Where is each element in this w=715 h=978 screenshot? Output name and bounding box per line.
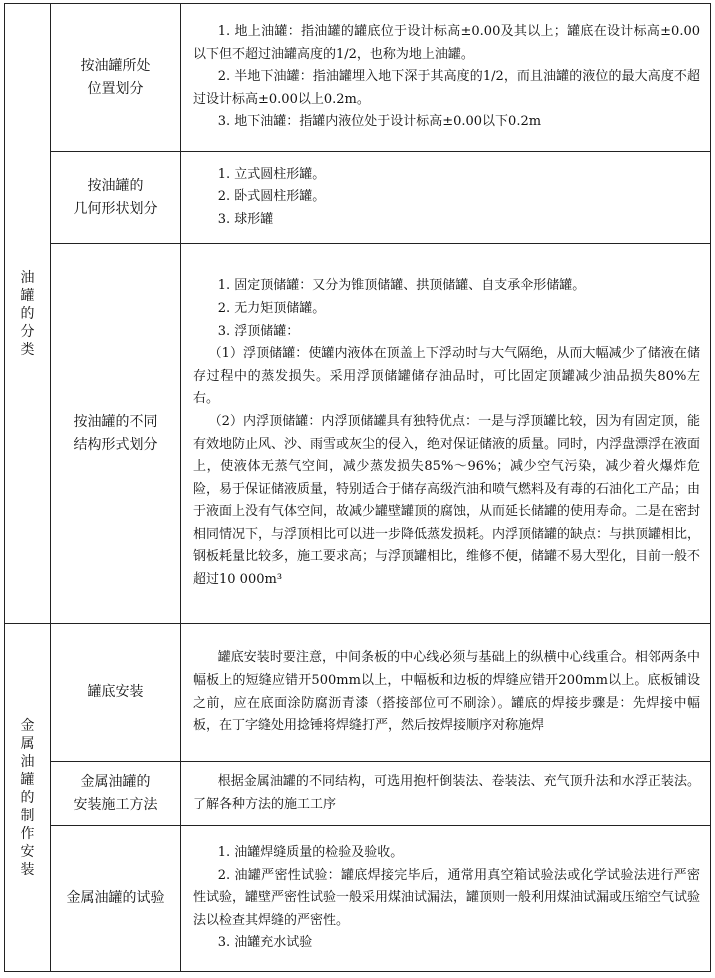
content-cell bbox=[181, 244, 711, 624]
subcategory-label: 金属油罐的 bbox=[80, 773, 151, 790]
content-cell bbox=[181, 826, 711, 972]
content-cell bbox=[181, 4, 711, 152]
subcategory-cell bbox=[51, 624, 181, 762]
content-line: 根据金属油罐的不同结构，可选用抱杆倒装法、卷装法、充气顶升法和水浮正装法。了解各种方法的施工工序 bbox=[193, 773, 700, 812]
content-line: 3. 油罐充水试验 bbox=[217, 935, 313, 951]
subcategory-label: 金属油罐的试验 bbox=[66, 890, 165, 906]
table-row bbox=[5, 624, 711, 762]
category-cell-fabrication bbox=[5, 624, 51, 972]
subcategory-cell bbox=[51, 244, 181, 624]
content-line: 2. 油罐严密性试验：罐底焊接完毕后，通常用真空箱试验法或化学试验法进行严密性试验，罐壁严密性试验一般采用煤油试漏法，罐顶则一般利用煤油试漏或压缩空气试验法以检查其焊缝的严密性。 bbox=[193, 867, 701, 928]
table-row bbox=[5, 762, 711, 826]
content-line: 1. 地上油罐：指油罐的罐底位于设计标高±0.00及其以上；罐底在设计标高±0.00以下但不超过油罐高度的1/2，也称为地上油罐。 bbox=[193, 24, 700, 62]
content-line: 1. 固定顶储罐：又分为锥顶储罐、拱顶储罐、自支承伞形储罐。 bbox=[217, 278, 586, 294]
subcategory-label: 结构形式划分 bbox=[73, 436, 158, 453]
content-cell bbox=[181, 762, 711, 826]
content-line: （2）内浮顶储罐：内浮顶储罐具有独特优点：一是与浮顶罐比较，因为有固定顶，能有效地防止风、沙、雨雪或灰尘的侵入，绝对保证储液的质量。同时，内浮盘漂浮在液面上，使液体无蒸气空间，减少蒸发损失85%～96%；减少空气污染，减少着火爆炸危险，易于保证储液质量，特别适合于储存高级汽油和喷气燃料及有毒的石油化工产品；由于液面上没有气体空间，故减少罐壁罐顶的腐蚀，从而延长储罐的使用寿命。二是在密封相同情况下，与浮顶相比可以进一步降低蒸发损耗。内浮顶储罐的缺点：与拱顶罐相比，钢板耗量比较多，施工要求高；与浮顶罐相比，维修不便，储罐不易大型化，目前一般不超过10 000m³ bbox=[193, 413, 701, 588]
subcategory-cell bbox=[51, 826, 181, 972]
subcategory-label: 位置划分 bbox=[87, 80, 144, 97]
table-row bbox=[5, 826, 711, 972]
content-line: 1. 油罐焊缝质量的检验及验收。 bbox=[217, 845, 404, 861]
content-line: 3. 浮顶储罐： bbox=[217, 323, 300, 339]
content-line: 2. 卧式圆柱形罐。 bbox=[217, 189, 326, 205]
subcategory-label: 按油罐的不同 bbox=[73, 413, 158, 430]
subcategory-cell bbox=[51, 762, 181, 826]
content-cell bbox=[181, 152, 711, 244]
table-row bbox=[5, 4, 711, 152]
subcategory-label: 几何形状划分 bbox=[73, 200, 158, 217]
content-line: 3. 地下油罐：指罐内液位处于设计标高±0.00以下0.2m bbox=[217, 114, 542, 130]
oil-tank-table bbox=[4, 3, 711, 972]
subcategory-label: 按油罐所处 bbox=[80, 57, 151, 74]
category-label: 油罐的分类 bbox=[20, 269, 35, 358]
content-line: （1）浮顶储罐：使罐内液体在顶盖上下浮动时与大气隔绝，从而大幅减少了储液在储存过程中的蒸发损失。采用浮顶储罐储存油品时，可比固定顶罐减少油品损失80%左右。 bbox=[193, 346, 700, 407]
content-line: 1. 立式圆柱形罐。 bbox=[217, 166, 326, 182]
subcategory-label: 罐底安装 bbox=[87, 684, 144, 700]
subcategory-cell bbox=[51, 152, 181, 244]
table-row bbox=[5, 152, 711, 244]
table-row bbox=[5, 244, 711, 624]
subcategory-cell bbox=[51, 4, 181, 152]
category-label: 金属油罐的制作安装 bbox=[20, 717, 35, 878]
content-line: 3. 球形罐 bbox=[217, 211, 274, 227]
content-line: 2. 半地下油罐：指油罐埋入地下深于其高度的1/2，而且油罐的液位的最大高度不超过设计标高±0.00以上0.2m。 bbox=[193, 69, 700, 107]
content-line: 2. 无力矩顶储罐。 bbox=[217, 300, 326, 316]
subcategory-label: 按油罐的 bbox=[87, 177, 144, 194]
subcategory-label: 安装施工方法 bbox=[73, 796, 158, 813]
category-cell-classification bbox=[5, 4, 51, 624]
content-cell bbox=[181, 624, 711, 762]
content-line: 罐底安装时要注意，中间条板的中心线必须与基础上的纵横中心线重合。相邻两条中幅板上的短缝应错开500mm以上，中幅板和边板的焊缝应错开200mm以上。底板铺设之前，应在底面涂防腐沥青漆（搭接部位可不刷涂）。罐底的焊接步骤是：先焊接中幅板，在丁字缝处用捻锤将焊缝打严，然后按焊接顺序对称施焊 bbox=[193, 650, 700, 734]
